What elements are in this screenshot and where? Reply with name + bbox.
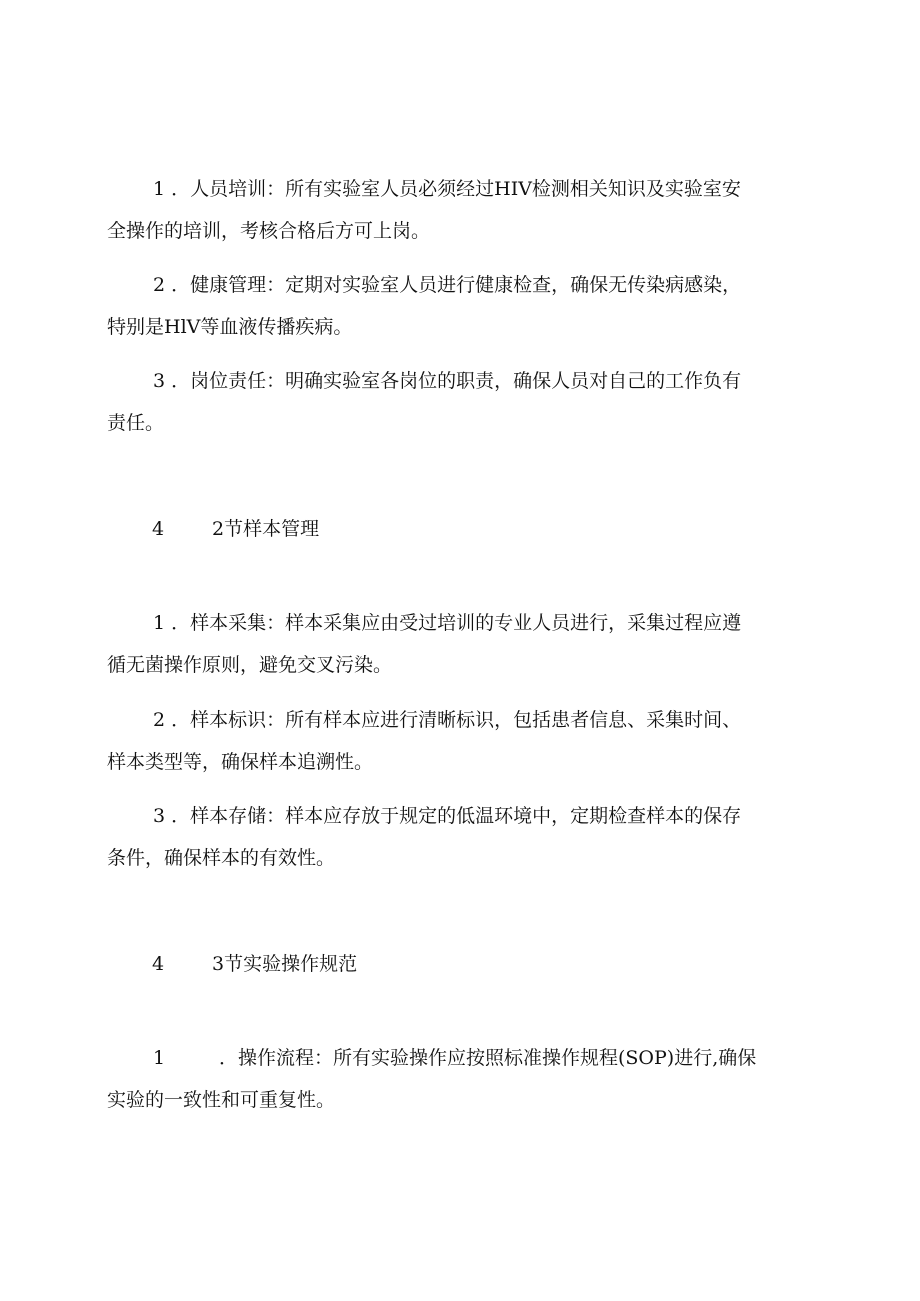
paragraph-line: 责任。: [107, 412, 165, 434]
paragraph-line: 全操作的培训，考核合格后方可上岗。: [107, 220, 431, 242]
paragraph-line: 3 ．样本存储：样本应存放于规定的低温环境中，定期检查样本的保存: [153, 805, 742, 827]
paragraph-line: 条件，确保样本的有效性。: [107, 847, 336, 869]
paragraph-line: 1 ．人员培训：所有实验室人员必须经过HIV检测相关知识及实验室安: [153, 178, 741, 200]
paragraph-line: 2 ．样本标识：所有样本应进行清晰标识，包括患者信息、采集时间、: [153, 709, 742, 731]
paragraph-line: 实验的一致性和可重复性。: [107, 1089, 336, 1111]
section-heading-sample-management: [152, 508, 319, 550]
paragraph-sample-labeling: [107, 699, 812, 783]
paragraph-sample-collection: [107, 602, 812, 686]
paragraph-health-management: [107, 264, 812, 348]
paragraph-sample-storage: [107, 795, 812, 879]
paragraph-staff-training: [107, 168, 812, 252]
section-heading-lab-operation: [152, 943, 357, 985]
paragraph-line: 样本类型等，确保样本追溯性。: [107, 751, 374, 773]
paragraph-operation-procedure: [107, 1037, 812, 1121]
paragraph-line: 2 ．健康管理：定期对实验室人员进行健康检查，确保无传染病感染，: [153, 274, 742, 296]
item-number: 1: [153, 1047, 166, 1069]
paragraph-line: 1 ．样本采集：样本采集应由受过培训的专业人员进行，采集过程应遵: [153, 612, 742, 634]
paragraph-line: [107, 1037, 812, 1079]
heading-number: 4: [152, 518, 165, 540]
heading-number: 4: [152, 953, 165, 975]
paragraph-line: 3 ．岗位责任：明确实验室各岗位的职责，确保人员对自己的工作负有: [153, 370, 742, 392]
item-text: ．操作流程：所有实验操作应按照标准操作规程(SOP)进行,确保: [219, 1047, 757, 1069]
paragraph-line: 循无菌操作原则，避免交叉污染。: [107, 654, 393, 676]
paragraph-line: 特别是HlV等血液传播疾病。: [107, 316, 353, 338]
paragraph-post-responsibility: [107, 360, 812, 444]
heading-text: 2节样本管理: [212, 518, 320, 540]
heading-text: 3节实验操作规范: [212, 953, 358, 975]
